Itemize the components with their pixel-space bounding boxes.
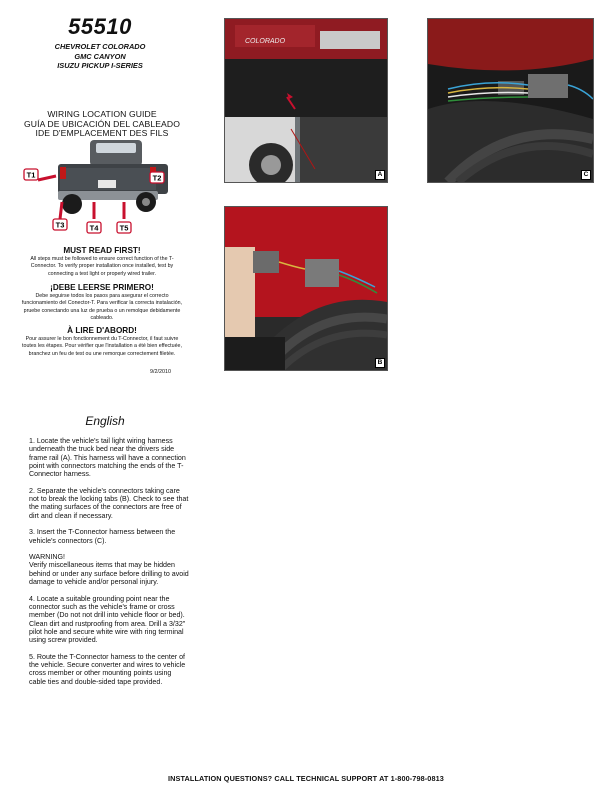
instruction-steps — [29, 437, 189, 694]
wiring-guide-title — [22, 110, 182, 139]
truck-license-plate — [98, 180, 116, 188]
photo-c — [427, 18, 594, 183]
label-t1: T1 — [26, 170, 36, 180]
guide-title-fr: IDE D'EMPLACEMENT DES FILS — [35, 128, 169, 139]
photo-a-badge: COLORADO — [245, 38, 286, 45]
part-number: 55510 — [68, 14, 132, 39]
truck-taillight-left — [60, 167, 66, 179]
vehicle-name: ISUZU PICKUP I-SERIES — [57, 61, 143, 70]
notice-body: All steps must be followed to ensure correct function of the T-Connector. To verify proper installation once installed, test by connecting a test light or properly wired trailer. — [30, 256, 174, 277]
arrow-t1 — [38, 176, 56, 180]
photo-c-image — [428, 19, 593, 182]
label-t5: T5 — [119, 223, 129, 233]
document-date: 9/2/2010 — [150, 369, 171, 375]
label-t2: T2 — [152, 173, 162, 183]
instructions-language-heading: English — [85, 414, 125, 428]
arrow-t3 — [60, 202, 62, 219]
label-t3: T3 — [55, 220, 65, 230]
photo-b-label: B — [375, 358, 385, 368]
truck-rear-window — [96, 143, 136, 153]
photo-a-label: A — [375, 170, 385, 180]
notice-spanish — [18, 283, 186, 323]
notice-body: Pour assurer le bon fonctionnement du T-Connector, il faut suivre toutes les étapes. Pour vérifier que l'installation a été bien effectuée, branchez un feu de test ou une remorque correctement filetée. — [22, 336, 182, 357]
guide-title-es: GUÍA DE UBICACIÓN DEL CABLEADO — [24, 118, 180, 129]
notice-heading: MUST READ FIRST! — [63, 246, 141, 255]
photo-a — [224, 18, 388, 183]
photo-b-image — [225, 207, 387, 370]
vehicle-name: CHEVROLET COLORADO — [54, 42, 146, 51]
notice-french — [18, 326, 186, 358]
instruction-step: 1. Locate the vehicle's tail light wiring harness underneath the truck bed near the drivers side frame rail (A). This harness will have a connection point with connectors matching the ends of the T-Connector harness. — [29, 437, 186, 479]
photo-c-label: C — [581, 170, 591, 180]
notice-heading: ¡DEBE LEERSE PRIMERO! — [50, 283, 154, 292]
truck-wheel-hub — [142, 198, 150, 206]
warning-note: WARNING! Verify miscellaneous items that may be hidden behind or under any surface before drilling to avoid damage to vehicle and/or personal injury. — [29, 553, 189, 587]
notice-english — [18, 246, 186, 278]
photo-a-image — [225, 19, 387, 182]
photo-b — [224, 206, 388, 371]
truck-wiring-diagram — [22, 136, 182, 236]
truck-wheel — [62, 194, 82, 214]
instruction-step: 3. Insert the T-Connector harness between the vehicle's connectors (C). — [29, 528, 176, 545]
notice-body: Debe seguirse todos los pasos para asegurar el correcto funcionamiento del Conector-T. Para verificar la correcta instalación, pruebe conectando una luz de prueba o un remolque debidamente cableado. — [21, 293, 183, 322]
instruction-step: 2. Separate the vehicle's connectors taking care not to break the locking tabs (B). Check to see that the mating surfaces of the connectors are free of dirt and clean if necessary. — [29, 486, 189, 520]
instruction-step: 5. Route the T-Connector harness to the center of the vehicle. Secure converter and wires to vehicle cross member or other mounting points using cable ties and double-sided tape provided. — [29, 652, 186, 686]
instruction-step: 4. Locate a suitable grounding point near the connector such as the vehicle's frame or cross member (Do not not drill into vehicle floor or bed). Clean dirt and rustproofing from area. Drill a 3/32" pilot hole and secure white wire with ring terminal using screw provided. — [29, 594, 186, 645]
vehicle-name: GMC CANYON — [74, 51, 126, 61]
support-footer: INSTALLATION QUESTIONS? CALL TECHNICAL SUPPORT AT 1-800-798-0813 — [168, 774, 444, 783]
guide-title-en: WIRING LOCATION GUIDE — [47, 109, 157, 119]
label-t4: T4 — [89, 223, 99, 233]
notice-heading: À LIRE D'ABORD! — [67, 326, 137, 335]
vehicle-list — [20, 42, 180, 71]
